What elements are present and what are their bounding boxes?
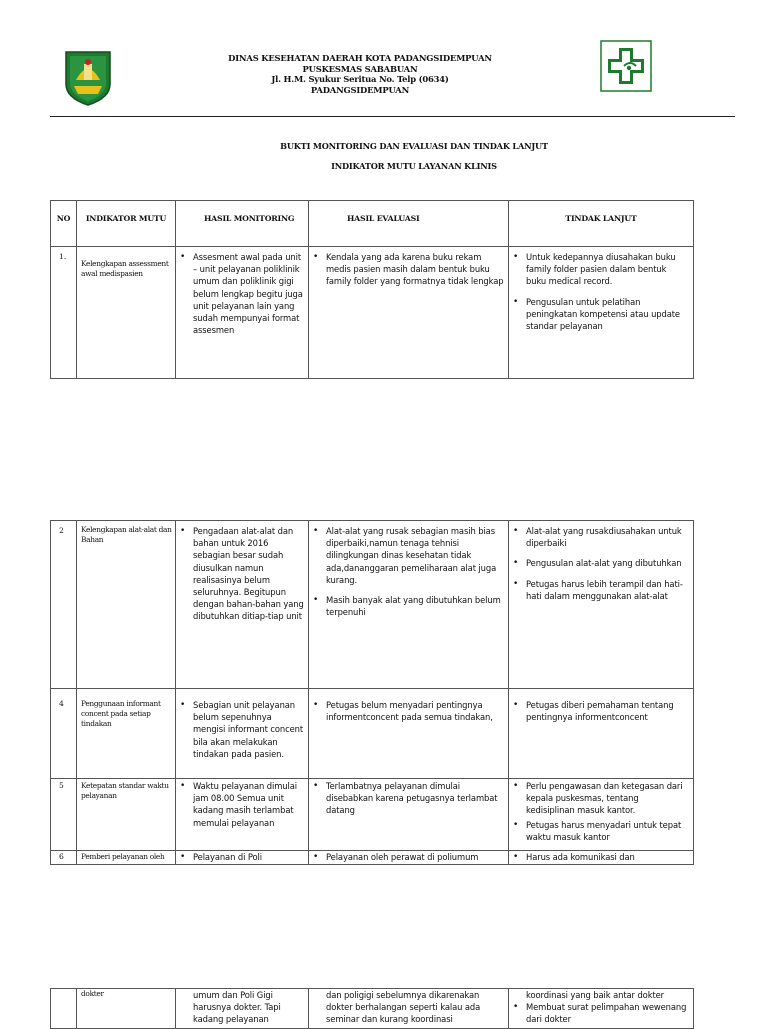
table-row	[51, 851, 694, 865]
list-item: • Alat-alat yang rusak sebagian masih bias diperbaiki,namun tenaga tehnisi dilingkungan dinas kesehatan tidak ada,dananggaran pemeliharaan alat juga kurang.	[326, 525, 504, 586]
row-monitoring	[176, 989, 309, 1029]
row-indikator: Kelengkapan assessment awal medispasien	[77, 247, 176, 379]
row-number: 2	[51, 521, 77, 689]
list-item: • Perlu pengawasan dan ketegasan dari kepala puskesmas, tentang kedisiplinan masuk kantor.	[526, 780, 689, 817]
list-item: • Alat-alat yang rusakdiusahakan untuk diperbaiki	[526, 525, 689, 549]
list-item: • Masih banyak alat yang dibutuhkan belum terpenuhi	[326, 594, 504, 618]
list-item: • Petugas harus lebih terampil dan hati-hati dalam menggunakan alat-alat	[526, 578, 689, 602]
list-item: • Petugas diberi pemahaman tentang pentingnya informentconcent	[526, 699, 689, 723]
header-puskesmas: PUSKESMAS SABABUAN	[302, 63, 418, 74]
header-divider	[50, 116, 735, 117]
header-indikator: INDIKATOR MUTU	[77, 201, 176, 247]
row-tindak-lanjut	[509, 779, 694, 851]
row-monitoring	[176, 851, 309, 865]
health-cross-icon	[600, 40, 652, 92]
header-no: NO	[51, 201, 77, 247]
row-number: 4	[51, 689, 77, 779]
row-tindak-lanjut	[509, 989, 694, 1029]
row-number	[51, 989, 77, 1029]
table-row	[51, 521, 694, 689]
list-item: • Harus ada komunikasi dan	[526, 851, 689, 863]
document-title: BUKTI MONITORING DAN EVALUASI DAN TINDAK LANJUT	[280, 141, 548, 151]
row-evaluasi	[309, 689, 509, 779]
row-tindak-lanjut	[509, 851, 694, 865]
list-item: koordinasi yang baik antar dokter	[526, 990, 665, 1000]
table-row	[51, 989, 694, 1029]
header-monitoring: HASIL MONITORING	[176, 201, 309, 247]
monitoring-table-part-1	[50, 200, 694, 379]
list-item: umum dan Poli Gigi harusnya dokter. Tapi kadang pelayanan	[193, 990, 281, 1025]
list-item: • Petugas belum menyadari pentingnya informentconcent pada semua tindakan,	[326, 699, 504, 723]
list-item: • Untuk kedepannya diusahakan buku family folder pasien dalam bentuk buku medical record.	[526, 251, 689, 288]
row-monitoring	[176, 521, 309, 689]
row-number: 5	[51, 779, 77, 851]
row-tindak-lanjut	[509, 521, 694, 689]
row-monitoring	[176, 779, 309, 851]
list-item: • Pengadaan alat-alat dan bahan untuk 2016 sebagian besar sudah diusulkan namun realisasinya belum seluruhnya. Begitupun dengan bahan-bahan yang dibutuhkan ditiap-tiap unit	[193, 525, 304, 623]
list-item: • Pelayanan di Poli	[193, 851, 304, 863]
monitoring-table-continuation	[50, 988, 694, 1029]
row-indikator: dokter	[77, 989, 176, 1029]
row-number: 6	[51, 851, 77, 865]
table-row	[51, 247, 694, 379]
list-item: • Waktu pelayanan dimulai jam 08.00 Semua unit kadang masih terlambat memulai pelayanan	[193, 780, 304, 829]
table-header-row	[51, 201, 694, 247]
list-item: • Petugas harus menyadari untuk tepat waktu masuk kantor	[526, 819, 689, 843]
header-address: Jl. H.M. Syukur Seritua No. Telp (0634)	[271, 74, 449, 84]
row-monitoring	[176, 247, 309, 379]
list-item: • Sebagian unit pelayanan belum sepenuhnya mengisi informant concent bila akan melakukan tindakan pada pasien.	[193, 699, 304, 760]
list-item: • Assesment awal pada unit – unit pelayanan poliklinik umum dan poliklinik gigi belum lengkap begitu juga unit pelayanan lain yang sudah mempunyai format assesmen	[193, 251, 304, 336]
row-evaluasi	[309, 851, 509, 865]
list-item: • Terlambatnya pelayanan dimulai disebabkan karena petugasnya terlambat datang	[326, 780, 504, 817]
list-item: dan poligigi sebelumnya dikarenakan dokter berhalangan seperti kalau ada seminar dan kurang koordinasi	[326, 990, 481, 1025]
list-item: • Pelayanan oleh perawat di poliumum	[326, 851, 504, 863]
header-tindak-lanjut: TINDAK LANJUT	[509, 201, 694, 247]
header-city: PADANGSIDEMPUAN	[310, 84, 410, 95]
row-tindak-lanjut	[509, 247, 694, 379]
header-agency: DINAS KESEHATAN DAERAH KOTA PADANGSIDEMPUAN	[228, 53, 492, 63]
row-indikator: Kelengkapan alat-alat dan Bahan	[77, 521, 176, 689]
list-item: • Pengusulan untuk pelatihan peningkatan kompetensi atau update standar pelayanan	[526, 296, 689, 333]
letterhead	[200, 53, 520, 95]
row-monitoring	[176, 689, 309, 779]
row-indikator: Penggunaan informant concent pada setiap tindakan	[77, 689, 176, 779]
row-evaluasi	[309, 779, 509, 851]
row-tindak-lanjut	[509, 689, 694, 779]
table-row	[51, 689, 694, 779]
list-item: • Pengusulan alat-alat yang dibutuhkan	[526, 557, 689, 569]
table-row	[51, 779, 694, 851]
row-number: 1.	[51, 247, 77, 379]
header-evaluasi: HASIL EVALUASI	[309, 201, 509, 247]
row-evaluasi	[309, 247, 509, 379]
row-indikator: Pemberi pelayanan oleh	[77, 851, 176, 865]
row-indikator: Ketepatan standar waktu pelayanan	[77, 779, 176, 851]
monitoring-table-part-2	[50, 520, 694, 865]
row-evaluasi	[309, 989, 509, 1029]
regional-emblem-icon	[62, 50, 114, 106]
list-item: • Kendala yang ada karena buku rekam medis pasien masih dalam bentuk buku family folder yang formatnya tidak lengkap	[326, 251, 504, 288]
row-evaluasi	[309, 521, 509, 689]
document-subtitle: INDIKATOR MUTU LAYANAN KLINIS	[331, 161, 497, 171]
list-item: • Membuat surat pelimpahan wewenang dari dokter	[526, 1001, 689, 1025]
